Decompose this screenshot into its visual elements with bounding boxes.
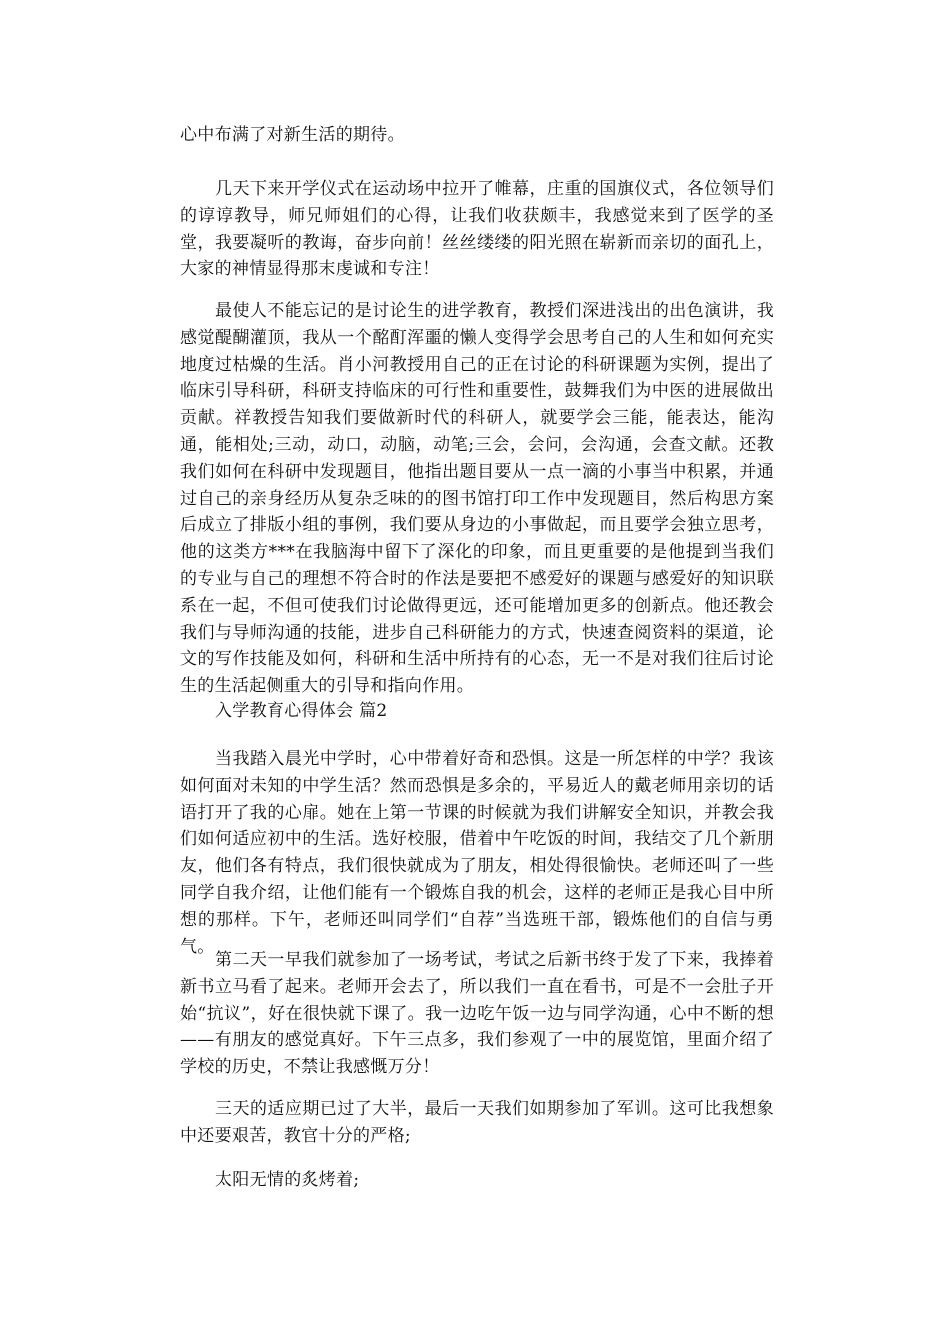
paragraph: 几天下来开学仪式在运动场中拉开了帷幕，庄重的国旗仪式，各位领导们的谆谆教导，师兄师姐们的心得，让我们收获颇丰，我感觉来到了医学的圣堂，我要凝听的教诲，奋步向前！丝丝缕缕的阳光照在崭新而亲切的面孔上，大家的神情显得那末虔诚和专注！ (180, 179, 774, 280)
paragraph: 最使人不能忘记的是讨论生的进学教育，教授们深进浅出的出色演讲，我感觉醍醐灌顶，我从一个酩酊浑噩的懒人变得学会思考自己的人生和如何充实地度过枯燥的生活。肖小河教授用自己的正在讨论的科研课题为实例，提出了临床引导科研，科研支持临床的可行性和重要性，鼓舞我们为中医的进展做出贡献。祥教授告知我们要做新时代的科研人，就要学会三能，能表达，能沟通，能相处;三动，动口，动脑，动笔;三会，会问，会沟通，会查文献。还教我们如何在科研中发现题目，他指出题目要从一点一滴的小事当中积累，并通过自己的亲身经历从复杂乏味的的图书馆打印工作中发现题目，然后构思方案后成立了排版小组的事例，我们要从身边的小事做起，而且要学会独立思考，他的这类方***在我脑海中留下了深化的印象，而且更重要的是他提到当我们的专业与自己的理想不符合时的作法是要把不感爱好的课题与感爱好的知识联系在一起，不但可使我们讨论做得更远，还可能增加更多的创新点。他还教会我们与导师沟通的技能，进步自己科研能力的方式，快速查阅资料的渠道，论文的写作技能及如何，科研和生活中所持有的心态，无一不是对我们往后讨论生的生活起侧重大的引导和指向作用。 (180, 301, 774, 697)
paragraph: 三天的适应期已过了大半，最后一天我们如期参加了军训。这可比我想象中还要艰苦，教官十分的严格; (180, 1099, 774, 1146)
paragraph: 第二天一早我们就参加了一场考试，考试之后新书终于发了下来，我捧着新书立马看了起来。老师开会去了，所以我们一直在看书，可是不一会肚子开始“抗议”，好在很快就下课了。我一边吃午饭一边与同学沟通，心中不断的想——有朋友的感觉真好。下午三点多，我们参观了一中的展览馆，里面介绍了学校的历史，不禁让我感慨万分！ (180, 950, 774, 1078)
paragraph: 心中布满了对新生活的期待。 (180, 125, 405, 145)
paragraph: 太阳无情的炙烤着; (215, 1170, 360, 1190)
paragraph: 当我踏入晨光中学时，心中带着好奇和恐惧。这是一所怎样的中学？我该如何面对未知的中学生活？然而恐惧是多余的，平易近人的戴老师用亲切的话语打开了我的心扉。她在上第一节课的时候就为我们讲解安全知识，并教会我们如何适应初中的生活。选好校服，借着中午吃饭的时间，我结交了几个新朋友，他们各有特点，我们很快就成为了朋友，相处得很愉快。老师还叫了一些同学自我介绍，让他们能有一个锻炼自我的机会，这样的老师正是我心目中所想的那样。下午，老师还叫同学们“自荐”当选班干部，锻炼他们的自信与勇气。 (180, 749, 774, 957)
section-heading: 入学教育心得体会 篇2 (215, 701, 388, 721)
